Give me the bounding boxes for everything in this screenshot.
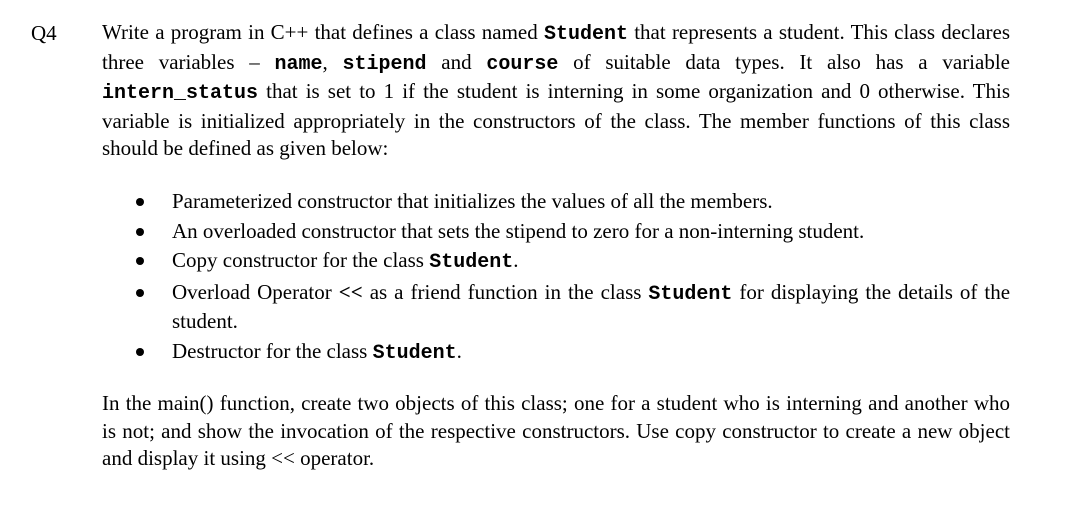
operator-text: <<: [338, 279, 363, 304]
intro-text: of suitable data types. It also has a variable: [558, 49, 1010, 74]
list-item-text: as a friend function in the class: [362, 279, 649, 304]
list-item-text: for displaying the details of the student.: [172, 279, 1011, 333]
variable-stipend-code: stipend: [342, 52, 427, 76]
list-item-text: .: [456, 338, 462, 363]
list-item-text: Copy constructor for the class: [172, 248, 430, 272]
member-function-list: [102, 188, 1010, 369]
bullet-icon: [136, 228, 144, 236]
intro-text: ,: [322, 49, 343, 74]
bullet-icon: [136, 289, 144, 297]
list-item-text: Parameterized constructor that initializes the values of all the members.: [172, 189, 773, 213]
list-item-text: Overload Operator: [172, 279, 339, 304]
list-item-text: .: [513, 248, 519, 272]
intro-text: Write a program in C++ that defines a class named: [102, 20, 544, 44]
intro-text: and: [426, 49, 487, 74]
class-name-code: Student: [543, 23, 628, 46]
class-name-code: Student: [648, 282, 733, 306]
list-item: [102, 247, 1010, 277]
question-intro: [102, 19, 1010, 163]
bullet-icon: [136, 348, 144, 356]
bullet-icon: [136, 257, 144, 265]
list-item: [102, 338, 1010, 368]
bullet-icon: [136, 198, 144, 206]
intro-text: that is set to 1 if the student is interning in some organization and 0 otherwise. This variable is initialized appropriately in the constructors of the class. The member functions of this class should be defined as given below:: [102, 79, 1010, 160]
variable-name-code: name: [274, 52, 323, 76]
list-item-text: Destructor for the class: [172, 338, 373, 363]
list-item: [102, 279, 1010, 336]
question-number: Q4: [31, 21, 57, 45]
list-item: [102, 218, 1010, 246]
intro-text: that represents a student. This class declares three variables –: [102, 20, 1010, 74]
class-name-code: Student: [372, 341, 457, 365]
class-name-code: Student: [429, 251, 514, 274]
variable-intern-status-code: intern_status: [102, 82, 259, 105]
closing-paragraph: In the main() function, create two objects of this class; one for a student who is interning and another who is not; and show the invocation of the respective constructors. Use copy constructor to create a new object and display it using << operator.: [102, 391, 1010, 470]
list-item: [102, 188, 1010, 216]
list-item-text: An overloaded constructor that sets the stipend to zero for a non-interning student.: [172, 218, 865, 243]
variable-course-code: course: [486, 52, 559, 76]
